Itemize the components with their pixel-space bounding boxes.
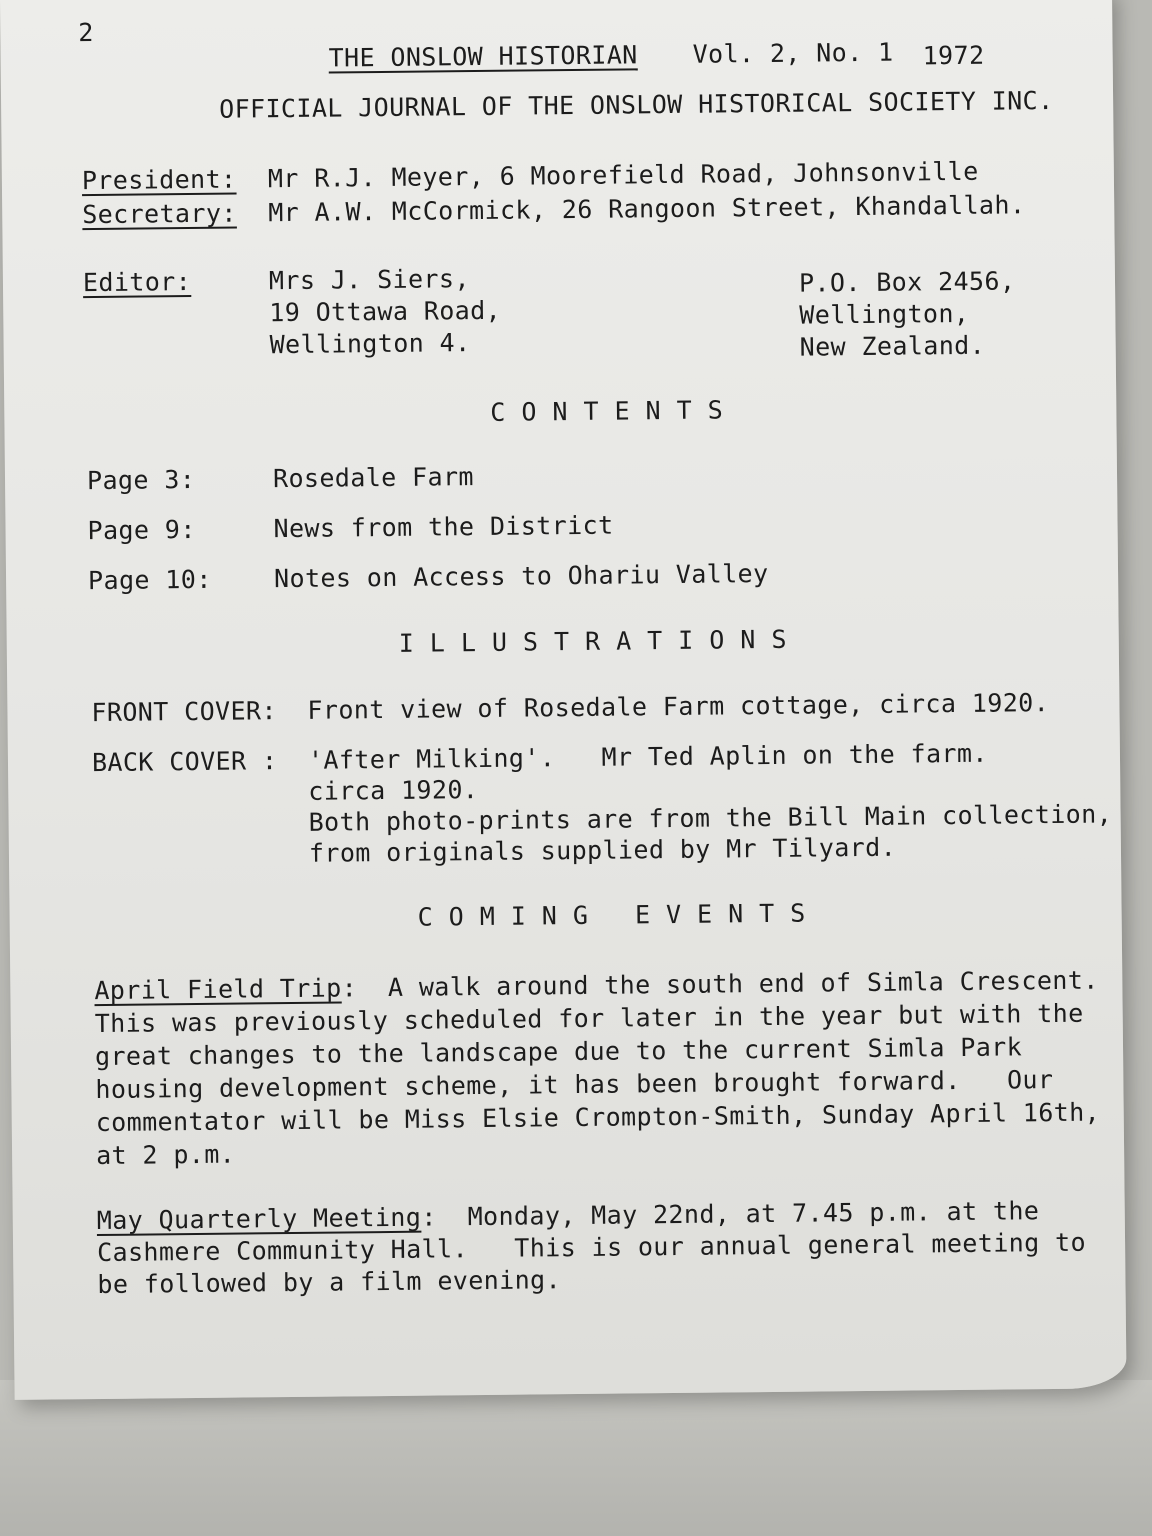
president-value: Mr R.J. Meyer, 6 Moorefield Road, Johnsonville xyxy=(267,156,979,194)
contents-heading: CONTENTS xyxy=(490,395,739,427)
illustrations-heading: ILLUSTRATIONS xyxy=(398,624,803,658)
front-cover-text: Front view of Rosedale Farm cottage, circa 1920. xyxy=(307,688,1050,725)
front-cover-label: FRONT COVER: xyxy=(91,696,278,728)
april-event-line: This was previously scheduled for later in the year but with the xyxy=(94,998,1084,1039)
may-event-line: be followed by a film evening. xyxy=(97,1265,562,1300)
events-heading: COMING EVENTS xyxy=(417,898,822,932)
april-event-line: great changes to the landscape due to the current Simla Park xyxy=(94,1032,1023,1072)
april-event-label: April Field Trip xyxy=(94,973,342,1006)
secretary-label: Secretary: xyxy=(82,198,237,230)
po-box-line: P.O. Box 2456, xyxy=(798,266,1016,298)
april-event-line: at 2 p.m. xyxy=(95,1139,236,1171)
back-cover-line: circa 1920. xyxy=(308,775,479,806)
april-event-line: commentator will be Miss Elsie Crompton-Smith, Sunday April 16th, xyxy=(95,1097,1101,1138)
journal-name: THE ONSLOW HISTORIAN xyxy=(328,40,638,73)
journal-subtitle: OFFICIAL JOURNAL OF THE ONSLOW HISTORICAL SOCIETY INC. xyxy=(219,85,1054,124)
may-event-line: Cashmere Community Hall. This is our annual general meeting to xyxy=(96,1227,1087,1268)
page-number: 2 xyxy=(78,18,94,48)
editor-address-line: Mrs J. Siers, xyxy=(268,264,470,296)
year: 1972 xyxy=(922,40,985,71)
secretary-value: Mr A.W. McCormick, 26 Rangoon Street, Khandallah. xyxy=(268,190,1026,228)
may-event-label: May Quarterly Meeting xyxy=(96,1202,422,1236)
po-box-line: Wellington, xyxy=(799,298,970,330)
editor-label: Editor: xyxy=(82,267,192,298)
april-event-line: housing development scheme, it has been brought forward. Our xyxy=(95,1065,1054,1105)
back-cover-line: Both photo-prints are from the Bill Main collection, xyxy=(308,799,1113,837)
april-event-intro: : A walk around the south end of Simla Crescent. xyxy=(341,965,1099,1003)
may-event-intro: : Monday, May 22nd, at 7.45 p.m. at the xyxy=(421,1196,1040,1232)
president-label: President: xyxy=(81,164,237,196)
back-cover-line: from originals supplied by Mr Tilyard. xyxy=(308,832,897,868)
po-box-line: New Zealand. xyxy=(799,330,986,362)
contents-page-ref: Page 3: xyxy=(86,464,196,496)
contents-title: Rosedale Farm xyxy=(272,462,475,494)
contents-title: News from the District xyxy=(273,510,614,544)
contents-title: Notes on Access to Ohariu Valley xyxy=(273,558,769,594)
volume-number: Vol. 2, No. 1 xyxy=(692,37,894,69)
back-cover-line: 'After Milking'. Mr Ted Aplin on the farm. xyxy=(307,738,988,775)
contents-page-ref: Page 10: xyxy=(87,564,212,596)
background-surface xyxy=(0,1380,1152,1536)
editor-address-line: 19 Ottawa Road, xyxy=(269,295,502,328)
editor-address-line: Wellington 4. xyxy=(269,328,471,360)
back-cover-label: BACK COVER : xyxy=(91,746,278,778)
contents-page-ref: Page 9: xyxy=(87,514,196,546)
